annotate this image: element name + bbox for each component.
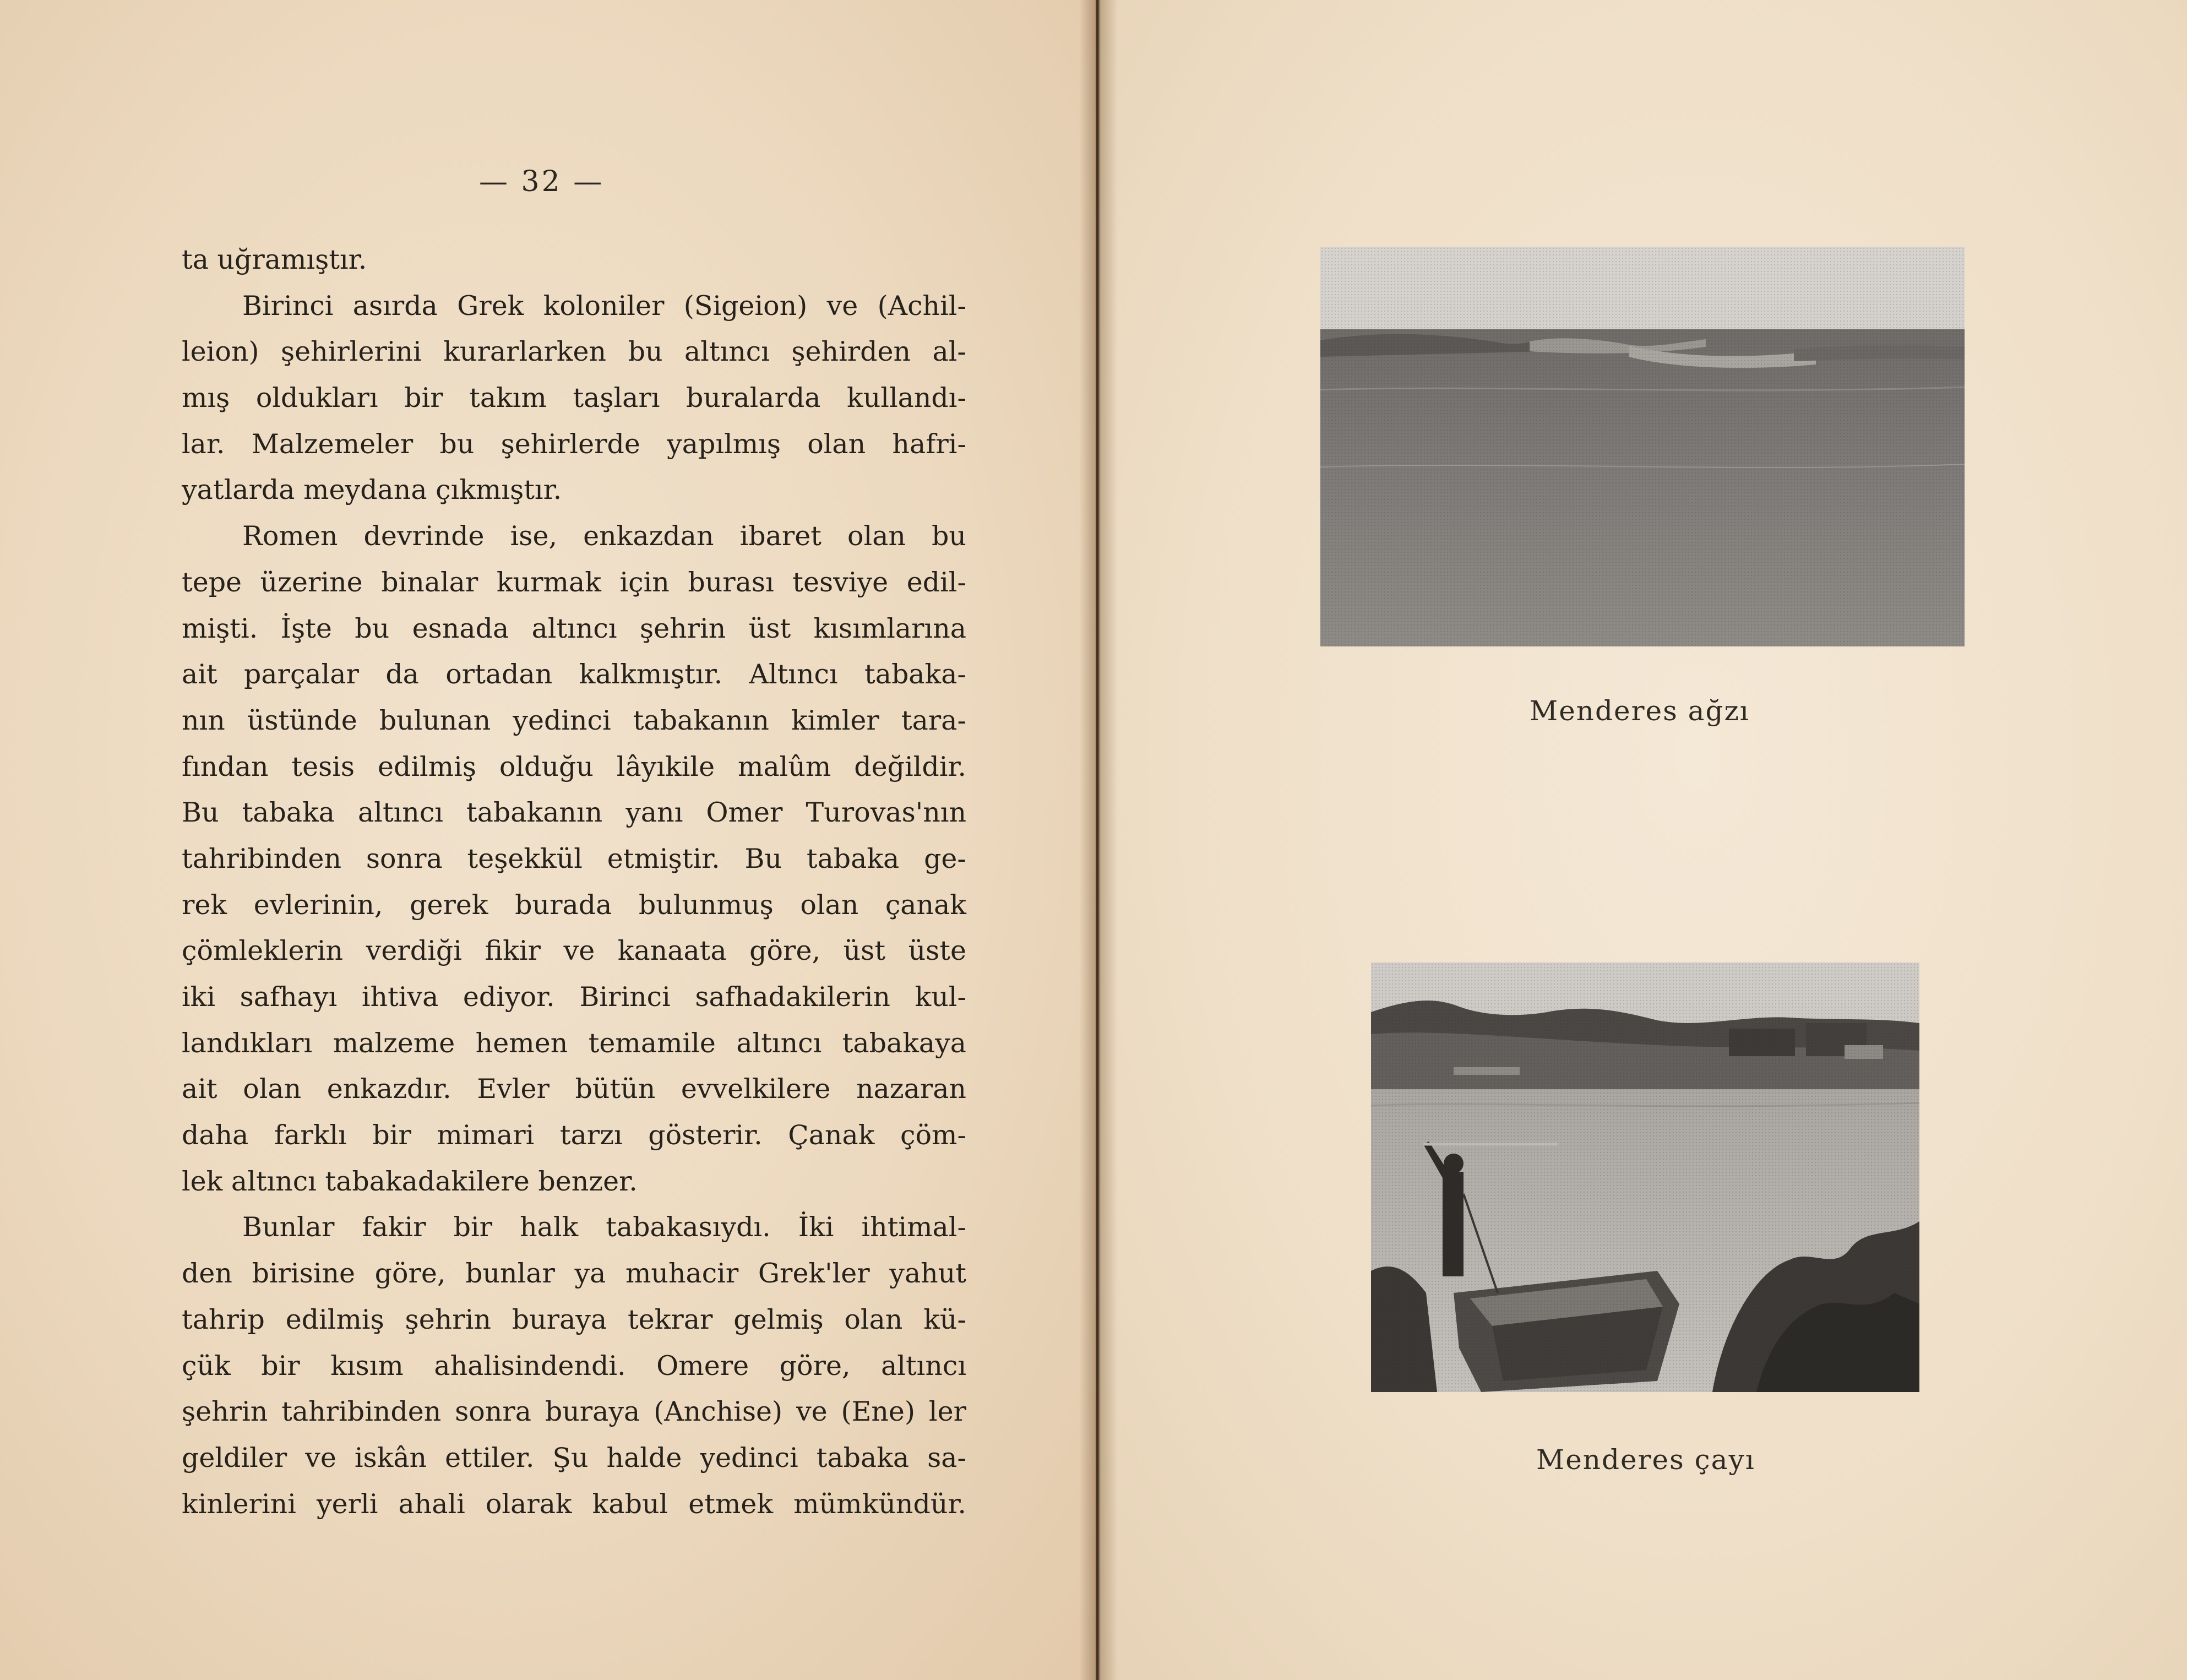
text-line: nın üstünde bulunan yedinci tabakanın kimler tara- [182, 704, 966, 736]
text-line: landıkları malzeme hemen temamile altıncı tabakaya [182, 1027, 966, 1059]
text-line: Romen devrinde ise, enkazdan ibaret olan bu [242, 520, 966, 552]
text-line: ait parçalar da ortadan kalkmıştır. Altıncı tabaka- [182, 659, 966, 691]
text-line: Bunlar fakir bir halk tabakasıydı. İki ihtimal- [242, 1211, 966, 1243]
figure-river-mouth [1320, 247, 1965, 646]
text-line: geldiler ve iskân ettiler. Şu halde yedinci tabaka sa- [182, 1442, 966, 1474]
text-line: iki safhayı ihtiva ediyor. Birinci safhadakilerin kul- [182, 981, 966, 1013]
text-line: çük bir kısım ahalisindendi. Omere göre, altıncı [182, 1350, 966, 1382]
text-line: tepe üzerine binalar kurmak için burası tesviye edil- [182, 566, 966, 598]
text-line: tahrip edilmiş şehrin buraya tekrar gelmiş olan kü- [182, 1303, 966, 1335]
caption-river-mouth: Menderes ağzı [1530, 695, 1750, 727]
text-line: den birisine göre, bunlar ya muhacir Grek'ler yahut [182, 1258, 966, 1290]
caption-river-with-boat: Menderes çayı [1536, 1444, 1755, 1476]
text-line: daha farklı bir mimari tarzı gösterir. Çanak çöm- [182, 1119, 966, 1151]
text-line: tahribinden sonra teşekkül etmiştir. Bu tabaka ge- [182, 842, 966, 874]
body-text [182, 237, 966, 1527]
text-line: mişti. İşte bu esnada altıncı şehrin üst kısımlarına [182, 612, 966, 644]
text-line: yatlarda meydana çıkmıştır. [182, 474, 562, 506]
text-line: ait olan enkazdır. Evler bütün evvelkilere nazaran [182, 1073, 966, 1105]
text-line: lar. Malzemeler bu şehirlerde yapılmış olan hafri- [182, 428, 966, 460]
text-line: şehrin tahribinden sonra buraya (Anchise) ve (Ene) ler [182, 1396, 966, 1428]
figure-river-with-boat [1371, 963, 1919, 1392]
river-with-boat-photo [1371, 963, 1919, 1392]
text-line: leion) şehirlerini kurarlarken bu altıncı şehirden al- [182, 336, 966, 368]
page-number: — 32 — [479, 165, 605, 198]
book-gutter [1079, 0, 1118, 1680]
text-line: mış oldukları bir takım taşları buralarda kullandı- [182, 382, 966, 414]
text-line: rek evlerinin, gerek burada bulunmuş olan çanak [182, 889, 966, 921]
text-line: ta uğramıştır. [182, 244, 367, 275]
river-mouth-photo [1320, 247, 1965, 646]
text-line: çömleklerin verdiği fikir ve kanaata göre, üst üste [182, 935, 966, 967]
text-line: Bu tabaka altıncı tabakanın yanı Omer Turovas'nın [182, 797, 966, 829]
text-line: Birinci asırda Grek koloniler (Sigeion) ve (Achil- [242, 290, 966, 322]
text-line: lek altıncı tabakadakilere benzer. [182, 1165, 638, 1197]
text-line: fından tesis edilmiş olduğu lâyıkile malûm değildir. [182, 751, 966, 782]
text-line: kinlerini yerli ahali olarak kabul etmek mümkündür. [182, 1488, 966, 1520]
